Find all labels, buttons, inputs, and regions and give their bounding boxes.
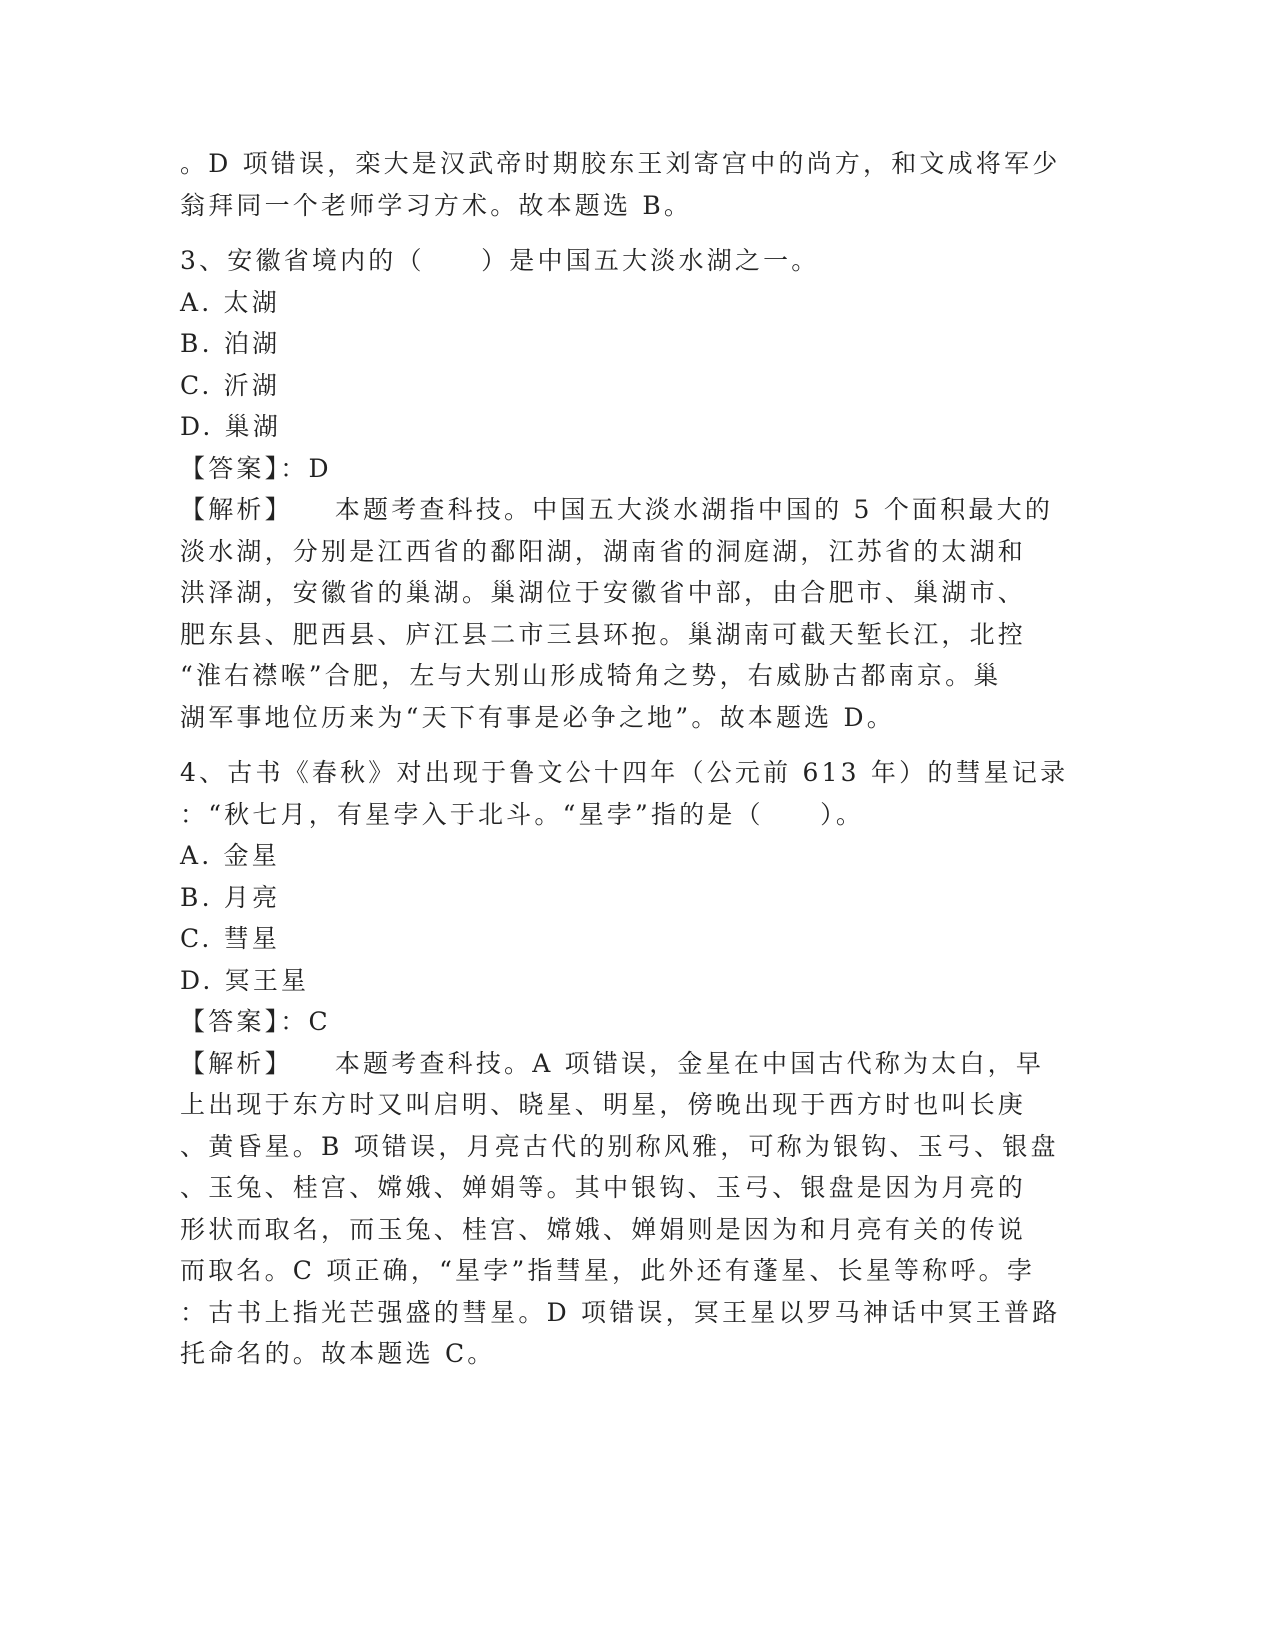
document-page — [180, 143, 1069, 1375]
question-3-option-c: C. 沂湖 — [180, 370, 281, 400]
question-4-analysis-line: 而取名。C 项正确，“星孛”指彗星，此外还有蓬星、长星等称呼。孛 — [180, 1256, 1036, 1285]
intro-line: 。D 项错误，栾大是汉武帝时期胶东王刘寄宫中的尚方，和文成将军少 — [180, 149, 1061, 178]
question-3-option-d: D. 巢湖 — [180, 412, 282, 441]
question-4-option-c: C. 彗星 — [180, 924, 281, 953]
intro-line: 翁拜同一个老师学习方术。故本题选 B。 — [180, 190, 693, 220]
question-4-analysis-line — [180, 1043, 1050, 1085]
question-4-analysis-line: 上出现于东方时又叫启明、晓星、明星，傍晚出现于西方时也叫长庚 — [180, 1090, 1027, 1119]
intro-paragraph — [180, 143, 1061, 226]
question-4-analysis-line: 、玉兔、桂宫、嫦娥、婵娟等。其中银钩、玉弓、银盘是因为月亮的 — [180, 1173, 1027, 1202]
question-4-analysis-line: ：古书上指光芒强盛的彗星。D 项错误，冥王星以罗马神话中冥王普路 — [180, 1297, 1061, 1327]
question-4-analysis-line: 形状而取名，而玉兔、桂宫、嫦娥、婵娟则是因为和月亮有关的传说 — [180, 1214, 1027, 1244]
question-4-text: 4、古书《春秋》对出现于鲁文公十四年（公元前 613 年）的彗星记录 — [180, 758, 1069, 787]
question-3-answer — [180, 448, 1050, 490]
question-4-analysis-line: 、黄昏星。B 项错误，月亮古代的别称风雅，可称为银钩、玉弓、银盘 — [180, 1131, 1059, 1161]
answer-tag: 【答案】： — [180, 1007, 309, 1036]
question-3-analysis-line — [180, 489, 1054, 531]
question-3-analysis-line: “淮右襟喉”合肥，左与大别山形成犄角之势，右威胁古都南京。巢 — [180, 661, 1002, 690]
question-4-analysis-line: 托命名的。故本题选 C。 — [180, 1339, 496, 1368]
question-3-analysis-line: 肥东县、肥西县、庐江县二市三县环抱。巢湖南可截天堑长江，北控 — [180, 619, 1027, 649]
question-3-option-b: B. 泊湖 — [180, 329, 281, 358]
question-4 — [180, 752, 1069, 1375]
question-4-answer — [180, 1001, 1050, 1043]
question-3-text: 3、安徽省境内的（ ）是中国五大淡水湖之一。 — [180, 246, 820, 275]
analysis-text: 本题考查科技。中国五大淡水湖指中国的 5 个面积最大的 — [334, 495, 1054, 524]
analysis-text: 本题考查科技。A 项错误，金星在中国古代称为太白，早 — [334, 1048, 1045, 1078]
analysis-tag: 【解析】 — [180, 495, 293, 524]
answer-value: C — [308, 1007, 331, 1036]
analysis-tag: 【解析】 — [180, 1048, 293, 1078]
answer-tag: 【答案】： — [180, 453, 309, 483]
question-3-analysis-line: 洪泽湖，安徽省的巢湖。巢湖位于安徽省中部，由合肥市、巢湖市、 — [180, 578, 1027, 607]
question-4-text: ：“秋七月，有星孛入于北斗。“星孛”指的是（ ）。 — [180, 799, 865, 829]
question-4-option-b: B. 月亮 — [180, 882, 281, 912]
question-3-option-a: A. 太湖 — [180, 287, 280, 317]
question-4-option-d: D. 冥王星 — [180, 965, 310, 995]
question-3-analysis-line: 湖军事地位历来为“天下有事是必争之地”。故本题选 D。 — [180, 702, 895, 732]
question-3-analysis-line: 淡水湖，分别是江西省的鄱阳湖，湖南省的洞庭湖，江苏省的太湖和 — [180, 536, 1027, 566]
answer-value: D — [308, 453, 332, 483]
question-3 — [180, 240, 1054, 738]
question-4-option-a: A. 金星 — [180, 841, 280, 870]
